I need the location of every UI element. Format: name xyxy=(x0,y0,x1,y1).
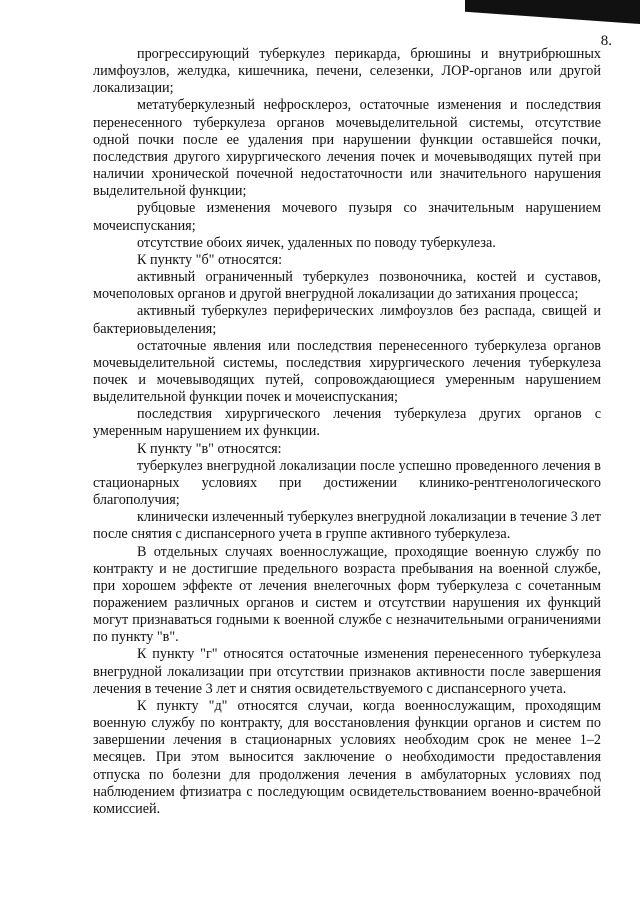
paragraph-13: В отдельных случаях военнослужащие, проходящие военную службу по контракту и не достигшие предельного возраста пребывания на военной службе, при хорошем эффекте от лечения внелегочных форм туберкулеза с сочетанным поражением различных органов и систем и отсутствии нарушения их функций могут признаваться годными к военной службе с незначительными ограничениями по пункту "в". xyxy=(93,543,601,646)
paragraph-15: К пункту "д" относятся случаи, когда военнослужащим, проходящим военную службу по контракту, для восстановления функции органов и систем по завершении лечения в стационарных условиях необходим срок не менее 1–2 месяцев. При этом выносится заключение о необходимости предоставления отпуска по болезни для продолжения лечения в амбулаторных условиях под наблюдением фтизиатра с последующим освидетельствованием военно-врачебной комиссией. xyxy=(93,697,601,817)
paragraph-3: рубцовые изменения мочевого пузыря со значительным нарушением мочеиспускания; xyxy=(93,200,601,234)
paragraph-14: К пункту "г" относятся остаточные изменения перенесенного туберкулеза внегрудной локализации при отсутствии признаков активности после завершения лечения в течение 3 лет и снятия освидетельствуемого с диспансерного учета. xyxy=(93,646,601,697)
page-number: 8. xyxy=(600,33,612,49)
document-body xyxy=(93,46,601,818)
paragraph-12: клинически излеченный туберкулез внегрудной локализации в течение 3 лет после снятия с диспансерного учета в группе активного туберкулеза. xyxy=(93,509,601,543)
scan-edge-mark xyxy=(465,0,640,24)
section-heading-v: К пункту "в" относятся: xyxy=(137,440,282,457)
paragraph-2: метатуберкулезный нефросклероз, остаточные изменения и последствия перенесенного туберкулеза органов мочевыделительной системы, отсутствие одной почки после ее удаления при нарушении функции оставшейся почки, последствия другого хирургического лечения почек и мочевыводящих путей при наличии хронической почечной недостаточности или значительного нарушения выделительной функции; xyxy=(93,97,601,200)
paragraph-4: отсутствие обоих яичек, удаленных по поводу туберкулеза. xyxy=(137,234,496,251)
paragraph-11: туберкулез внегрудной локализации после успешно проведенного лечения в стационарных условиях при достижении клинико-рентгенологического благополучия; xyxy=(93,457,601,509)
paragraph-6: активный ограниченный туберкулез позвоночника, костей и суставов, мочеполовых органов и другой внегрудной локализации до затихания процесса; xyxy=(93,269,601,303)
paragraph-7: активный туберкулез периферических лимфоузлов без распада, свищей и бактериовыделения; xyxy=(93,303,601,337)
section-heading-b: К пункту "б" относятся: xyxy=(137,251,283,268)
paragraph-1: прогрессирующий туберкулез перикарда, брюшины и внутрибрюшных лимфоузлов, желудка, кишечника, печени, селезенки, ЛОР-органов или другой локализации; xyxy=(93,46,601,97)
paragraph-8: остаточные явления или последствия перенесенного туберкулеза органов мочевыделительной системы, последствия хирургического лечения туберкулеза почек и мочевыводящих путей, сопровождающиеся умеренным нарушением выделительной функции почек и мочеиспускания; xyxy=(93,337,601,406)
paragraph-9: последствия хирургического лечения туберкулеза других органов с умеренным нарушением их функции. xyxy=(93,406,601,440)
